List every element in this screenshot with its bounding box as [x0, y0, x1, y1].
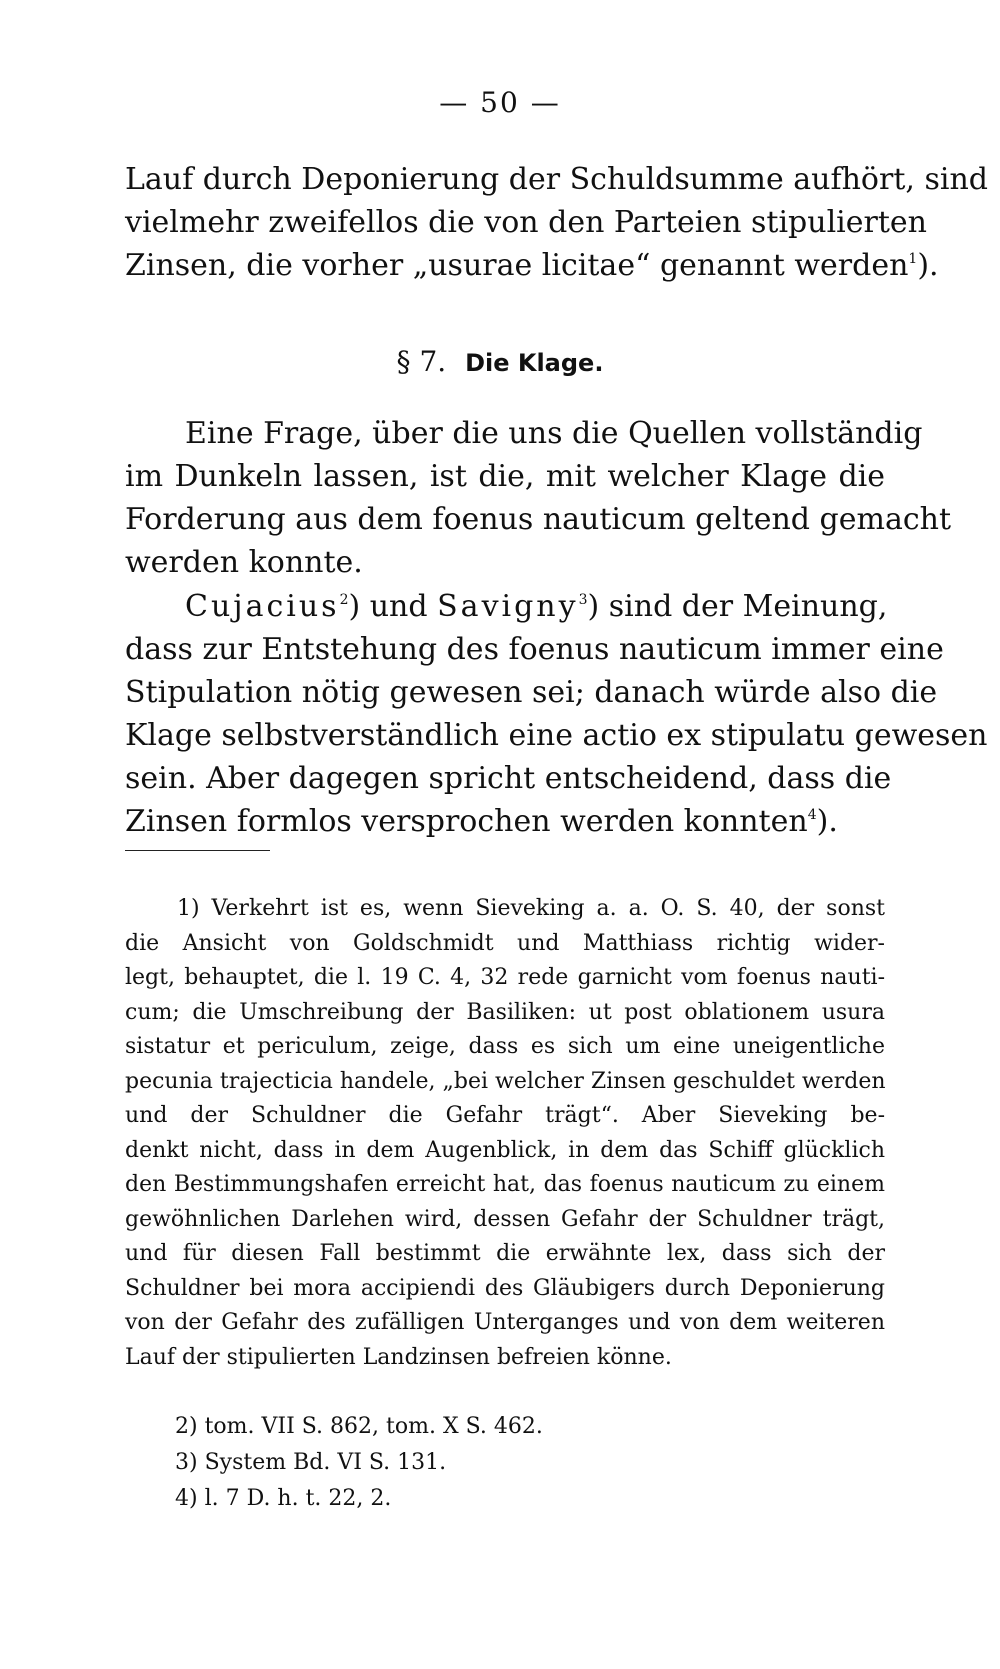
footnote-4: 4) l. 7 D. h. t. 22, 2.: [175, 1486, 392, 1511]
paragraph: [125, 585, 988, 843]
footnote-line: cum; die Umschreibung der Basiliken: ut post oblationem usura: [125, 999, 885, 1025]
footnote-line: sistatur et periculum, zeige, dass es sich um eine uneigentliche: [125, 1034, 885, 1059]
footnote-ref: 1: [908, 251, 918, 267]
text-line: werden konnte.: [125, 545, 363, 580]
footnote-line: Schuldner bei mora accipiendi des Gläubigers durch Deponierung: [125, 1275, 885, 1301]
footnote-line: den Bestimmungshafen erreicht hat, das foenus nauticum zu einem: [125, 1172, 885, 1197]
footnote-line: von der Gefahr des zufälligen Unterganges und von dem weiteren: [125, 1310, 885, 1335]
footnote-line: denkt nicht, dass in dem Augenblick, in dem das Schiff glücklich: [125, 1137, 885, 1163]
footnote-line: gewöhnlichen Darlehen wird, dessen Gefahr der Schuldner trägt,: [125, 1206, 885, 1232]
text-line: im Dunkeln lassen, ist die, mit welcher Klage die: [125, 459, 885, 494]
paragraph-continuation: [125, 158, 988, 287]
text-line: Zinsen formlos versprochen werden konnten$^4$).: [125, 804, 838, 839]
section-title: Die Klage.: [465, 349, 604, 377]
footnote-line: legt, behauptet, die l. 19 C. 4, 32 rede garnicht vom foenus nauti-: [125, 965, 885, 990]
text-line: Forderung aus dem foenus nauticum geltend gemacht: [125, 502, 952, 537]
text-line: Klage selbstverständlich eine actio ex stipulatu gewesen: [125, 718, 988, 753]
text-line: sein. Aber dagegen spricht entscheidend, dass die: [125, 761, 892, 796]
footnote-2: 2) tom. VII S. 862, tom. X S. 462.: [175, 1414, 543, 1439]
footnote-line: Lauf der stipulierten Landzinsen befreien könne.: [125, 1344, 672, 1370]
footnote-line: und der Schuldner die Gefahr trägt“. Aber Sieveking be-: [125, 1103, 885, 1128]
footnote-line: 1) Verkehrt ist es, wenn Sieveking a. a. O. S. 40, der sonst: [177, 896, 885, 921]
footnote-line: die Ansicht von Goldschmidt und Matthiass richtig wider-: [125, 930, 885, 956]
text-line: Stipulation nötig gewesen sei; danach würde also die: [125, 675, 938, 710]
text-line: Zinsen, die vorher „usurae licitae“ genannt werden$^1$).: [125, 248, 939, 283]
footnote-line: pecunia trajecticia handele, „bei welcher Zinsen geschuldet werden: [125, 1068, 886, 1094]
section-heading: [0, 345, 1000, 378]
footnote-ref: 4: [807, 807, 817, 823]
section-number: § 7.: [396, 345, 447, 378]
text-line: Eine Frage, über die uns die Quellen vollständig: [185, 416, 923, 451]
paragraph: [125, 412, 952, 584]
footnote-line: und für diesen Fall bestimmt die erwähnte lex, dass sich der: [125, 1241, 885, 1266]
footnote-ref: 3: [578, 592, 588, 608]
text-line: Lauf durch Deponierung der Schuldsumme aufhört, sind: [125, 162, 988, 197]
text-line: Cujacius$^2$) und Savigny$^3$) sind der Meinung,: [185, 589, 888, 624]
footnote-ref: 2: [339, 592, 349, 608]
footnote-3: 3) System Bd. VI S. 131.: [175, 1450, 447, 1475]
footnote-divider: [125, 850, 270, 851]
footnote-1: [125, 892, 885, 1375]
text-line: dass zur Entstehung des foenus nauticum immer eine: [125, 632, 944, 667]
page-number: — 50 —: [439, 86, 561, 119]
text-line: vielmehr zweifellos die von den Parteien stipulierten: [125, 205, 928, 240]
